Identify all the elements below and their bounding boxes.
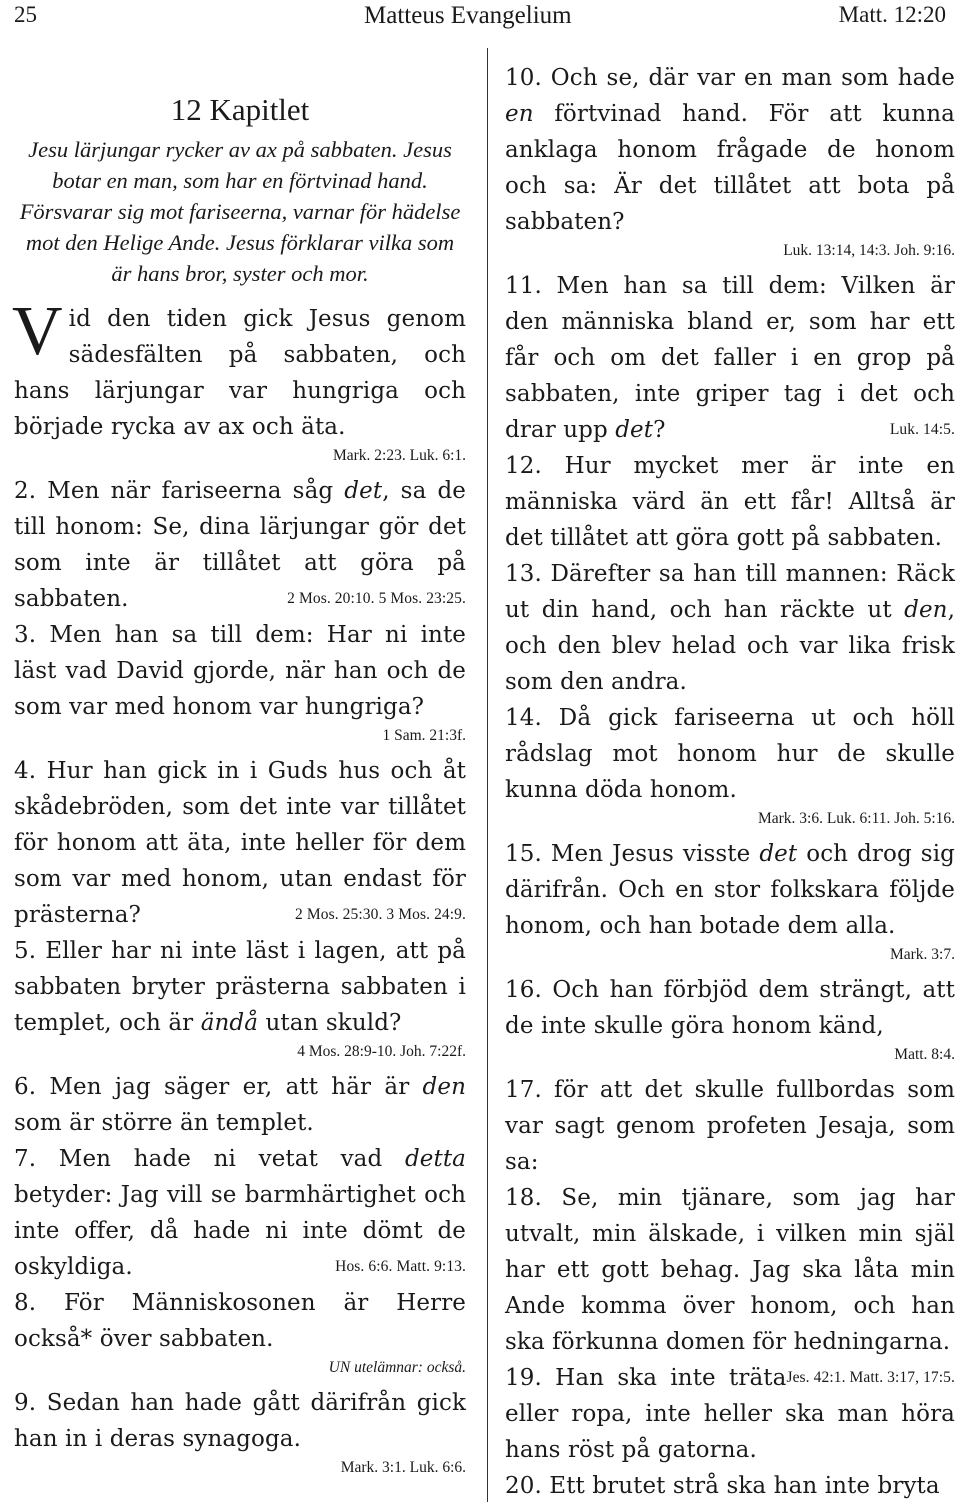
verse-emphasis: det [615, 417, 654, 443]
verse-11 [505, 268, 955, 448]
verse-16 [505, 972, 955, 1044]
verse-8 [14, 1285, 466, 1357]
verse-number: 12. [505, 453, 542, 479]
cross-reference: 4 Mos. 28:9-10. Joh. 7:22f. [297, 1043, 466, 1060]
verse-text: Då gick fariseerna ut och höll rådslag mot honom hur de skulle kunna döda honom. [505, 705, 955, 803]
verse-number: 16. [505, 977, 542, 1003]
verse-text: Men Jesus visste [541, 841, 760, 867]
verse-number: 3. [14, 622, 37, 648]
verse-number: 10. [505, 65, 542, 91]
cross-reference: Matt. 8:4. [894, 1046, 955, 1063]
verse-5 [14, 933, 466, 1041]
column-divider [487, 48, 488, 1502]
verse-emphasis: en [505, 101, 534, 127]
verse-14 [505, 700, 955, 808]
verse-number: 18. [505, 1185, 542, 1211]
cross-reference: 2 Mos. 20:10. 5 Mos. 23:25. [287, 590, 466, 607]
verse-text: ? [653, 417, 666, 443]
verse-text: som är större än templet. [14, 1110, 314, 1136]
verse-number: 2. [14, 478, 37, 504]
verse-text: id den tiden gick Jesus genom sädesfälten på sabbaten, och hans lärjungar var hungriga och började rycka av ax och äta. [14, 306, 466, 440]
page-number: 25 [14, 2, 37, 27]
verse-text: Men hade ni vetat vad [36, 1146, 405, 1172]
verse-number: 17. [505, 1077, 542, 1103]
verse-text: Hur han gick in i Guds hus och åt skådebröden, som det inte var tillåtet för honom att äta, inte heller för dem som var med honom, utan endast för prästerna? [14, 758, 466, 928]
verse-15 [505, 836, 955, 944]
verse-text: För Människosonen är Herre också* över sabbaten. [14, 1290, 466, 1352]
cross-reference: Mark. 3:1. Luk. 6:6. [340, 1459, 466, 1476]
chapter-summary: Jesu lärjungar rycker av ax på sabbaten. Jesus botar en man, som har en förtvinad hand. Försvarar sig mot fariseerna, varnar för hädelse mot den Helige Ande. Jesus förklarar vilka som är hans bror, syster och mor. [19, 137, 461, 286]
verse-number: 19. [505, 1365, 542, 1391]
verse-number: 11. [505, 273, 542, 299]
verse-13 [505, 556, 955, 700]
verse-text: Hur mycket mer är inte en människa värd än ett får! Alltså är det tillåtet att göra gott på sabbaten. [505, 453, 955, 551]
cross-reference: Mark. 2:23. Luk. 6:1. [332, 447, 466, 464]
verse-text: Men när fariseerna såg [36, 478, 345, 504]
verse-text: Därefter sa han till mannen: Räck ut din hand, och han räckte ut [505, 561, 955, 623]
verse-text: betyder: Jag vill se barmhärtighet och inte offer, då hade ni inte dömt de oskyldiga. [14, 1182, 466, 1280]
cross-reference: Hos. 6:6. Matt. 9:13. [335, 1258, 466, 1275]
verse-number: 14. [505, 705, 542, 731]
verse-text: Och se, där var en man som hade [541, 65, 955, 91]
verse-text: Och han förbjöd dem strängt, att de inte skulle göra honom känd, [505, 977, 955, 1039]
verse-text: och drog sig därifrån. Och en stor folkskara följde honom, och han botade dem alla. [505, 841, 955, 939]
verse-text: Se, min tjänare, som jag har utvalt, min älskade, i vilken min själ har ett gott behag. Jag ska låta min Ande komma över honom, och han ska förkunna domen för hedningarna. [505, 1185, 955, 1355]
verse-emphasis: den [904, 597, 948, 623]
header-reference: Matt. 12:20 [838, 2, 946, 27]
verse-text: Men jag säger er, att här är [36, 1074, 423, 1100]
verse-text: Sedan han hade gått därifrån gick han in i deras synagoga. [14, 1390, 466, 1452]
verse-text: Han ska inte träta eller ropa, inte heller ska man höra hans röst på gatorna. [505, 1365, 955, 1463]
verse-number: 7. [14, 1146, 37, 1172]
verse-number: 15. [505, 841, 542, 867]
verse-17 [505, 1072, 955, 1180]
verse-number: 13. [505, 561, 542, 587]
verse-text: Ett brutet strå ska han inte bryta [541, 1473, 940, 1499]
verse-number: 5. [14, 938, 37, 964]
drop-cap: V [12, 293, 63, 370]
verse-number: 6. [14, 1074, 37, 1100]
verse-number: 20. [505, 1473, 542, 1499]
cross-reference: Luk. 14:5. [889, 421, 955, 438]
verse-number: 8. [14, 1290, 37, 1316]
textual-note: UN utelämnar: också. [328, 1359, 466, 1376]
verse-emphasis: detta [404, 1146, 466, 1172]
verse-text: Eller har ni inte läst i lagen, att på sabbaten bryter prästerna sabbaten i templet, och är [14, 938, 466, 1036]
verse-1 [12, 293, 466, 445]
verse-4 [14, 753, 466, 933]
verse-emphasis: det [759, 841, 798, 867]
verse-9 [14, 1385, 466, 1457]
verse-number: 9. [14, 1390, 37, 1416]
verse-3 [14, 617, 466, 725]
chapter-title: 12 Kapitlet [170, 92, 310, 127]
verse-number: 4. [14, 758, 37, 784]
left-column [14, 60, 466, 1485]
cross-reference: 1 Sam. 21:3f. [382, 727, 466, 744]
verse-text: Men han sa till dem: Har ni inte läst vad David gjorde, när han och de som var med honom var hungriga? [14, 622, 466, 720]
verse-emphasis: den [422, 1074, 466, 1100]
verse-7 [14, 1141, 466, 1285]
verse-text: , sa de till honom: Se, dina lärjungar gör det som inte är tillåtet att göra på sabbaten. [14, 478, 467, 612]
verse-emphasis: det [344, 478, 383, 504]
cross-reference: Mark. 3:7. [889, 946, 955, 963]
verse-20 [505, 1468, 955, 1504]
cross-reference: Jes. 42:1. Matt. 3:17, 17:5. [786, 1369, 955, 1386]
verse-text: för att det skulle fullbordas som var sagt genom profeten Jesaja, som sa: [505, 1077, 955, 1175]
running-header [0, 0, 960, 34]
verse-text: Men han sa till dem: Vilken är den människa bland er, som har ett får och om det faller i en grop på sabbaten, inte griper tag i det och drar upp [505, 273, 955, 443]
book-title: Matteus Evangelium [364, 2, 572, 29]
verse-6 [14, 1069, 466, 1141]
verse-text: , och den blev helad och var lika frisk som den andra. [505, 597, 955, 695]
verse-text: utan skuld? [258, 1010, 402, 1036]
verse-10 [505, 60, 955, 240]
verse-12 [505, 448, 955, 556]
right-column [505, 60, 955, 1504]
cross-reference: Mark. 3:6. Luk. 6:11. Joh. 5:16. [757, 810, 955, 827]
cross-reference: Luk. 13:14, 14:3. Joh. 9:16. [783, 242, 955, 259]
verse-2 [14, 473, 466, 617]
verse-emphasis: ändå [200, 1010, 259, 1036]
cross-reference: 2 Mos. 25:30. 3 Mos. 24:9. [295, 906, 466, 923]
verse-text: förtvinad hand. För att kunna anklaga honom frågade de honom och sa: Är det tillåtet att bota på sabbaten? [505, 101, 955, 235]
